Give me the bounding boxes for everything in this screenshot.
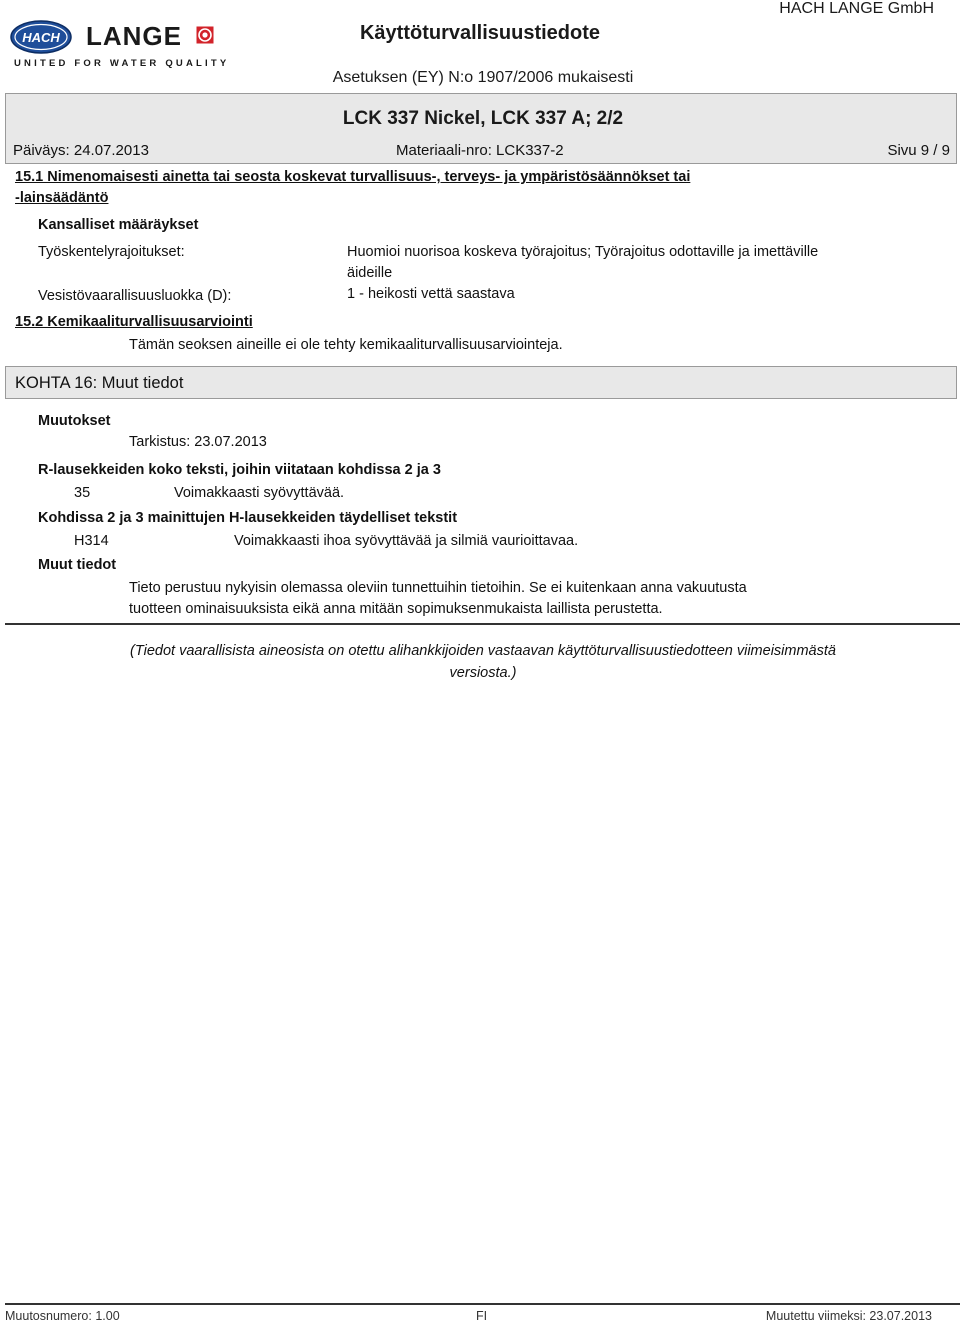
last-modified-date: Muutettu viimeksi: 23.07.2013: [765, 1309, 932, 1323]
section-15-1-heading-line2: -lainsäädäntö: [15, 190, 109, 206]
product-name: LCK 337 Nickel, LCK 337 A; 2/2: [342, 108, 624, 129]
lange-logo-text: LANGE: [86, 21, 182, 51]
h-phrases-heading: Kohdissa 2 ja 3 mainittujen H-lausekkeiden täydelliset tekstit: [38, 510, 458, 526]
issue-date: Päiväys: 24.07.2013: [13, 142, 149, 159]
section-15-2-heading: 15.2 Kemikaaliturvallisuusarviointi: [15, 314, 253, 330]
material-number: Materiaali-nro: LCK337-2: [396, 142, 564, 159]
work-restrictions-value-line1: Huomioi nuorisoa koskeva työrajoitus; Työrajoitus odottaville ja imettäville: [347, 244, 819, 260]
other-info-line2: tuotteen ominaisuuksista eikä anna mitään sopimuksenmukaista laillista perustetta.: [129, 601, 663, 617]
h-phrase-code: H314: [74, 533, 109, 549]
page-number: Sivu 9 / 9: [887, 142, 950, 159]
disclaimer-line1: (Tiedot vaarallisista aineosista on otettu alihankkijoiden vastaavan käyttöturvallisuustiedotteen viimeisimmästä: [130, 643, 836, 659]
section-16-title: KOHTA 16: Muut tiedot: [15, 374, 184, 392]
language-code: FI: [476, 1309, 488, 1323]
r-phrases-heading: R-lausekkeiden koko teksti, joihin viitataan kohdissa 2 ja 3: [38, 462, 441, 478]
hach-logo-text: HACH: [22, 30, 60, 45]
work-restrictions-value-line2: äideille: [347, 265, 393, 281]
regulation-reference: Asetuksen (EY) N:o 1907/2006 mukaisesti: [332, 69, 634, 86]
section-divider: [5, 623, 960, 625]
other-info-label: Muut tiedot: [38, 557, 117, 573]
h-phrase-text: Voimakkaasti ihoa syövyttävää ja silmiä vaurioittavaa.: [234, 533, 579, 549]
version-number: Muutosnumero: 1.00: [5, 1309, 120, 1323]
changes-label: Muutokset: [38, 413, 111, 429]
r-phrase-code: 35: [74, 485, 91, 501]
water-hazard-class-value: 1 - heikosti vettä saastava: [347, 286, 515, 302]
disclaimer-line2: versiosta.): [449, 665, 517, 681]
chemical-safety-text: Tämän seoksen aineille ei ole tehty kemikaaliturvallisuusarviointeja.: [129, 337, 563, 353]
r-phrase-text: Voimakkaasti syövyttävää.: [174, 485, 345, 501]
logo-tagline: UNITED FOR WATER QUALITY: [14, 58, 230, 69]
section-15-1-heading-line1: 15.1 Nimenomaisesti ainetta tai seosta koskevat turvallisuus-, terveys- ja ympäristösäännökset tai: [15, 169, 691, 185]
revision-date: Tarkistus: 23.07.2013: [129, 434, 267, 450]
water-hazard-class-label: Vesistövaarallisuusluokka (D):: [38, 288, 232, 304]
national-regulations-label: Kansalliset määräykset: [38, 217, 199, 233]
document-title: Käyttöturvallisuustiedote: [359, 22, 601, 44]
other-info-line1: Tieto perustuu nykyisin olemassa oleviin tunnettuihin tietoihin. Se ei kuitenkaan anna vakuutusta: [129, 580, 747, 596]
company-name: HACH LANGE GmbH: [779, 0, 934, 17]
work-restrictions-label: Työskentelyrajoitukset:: [38, 244, 185, 260]
footer-divider: [5, 1303, 960, 1305]
